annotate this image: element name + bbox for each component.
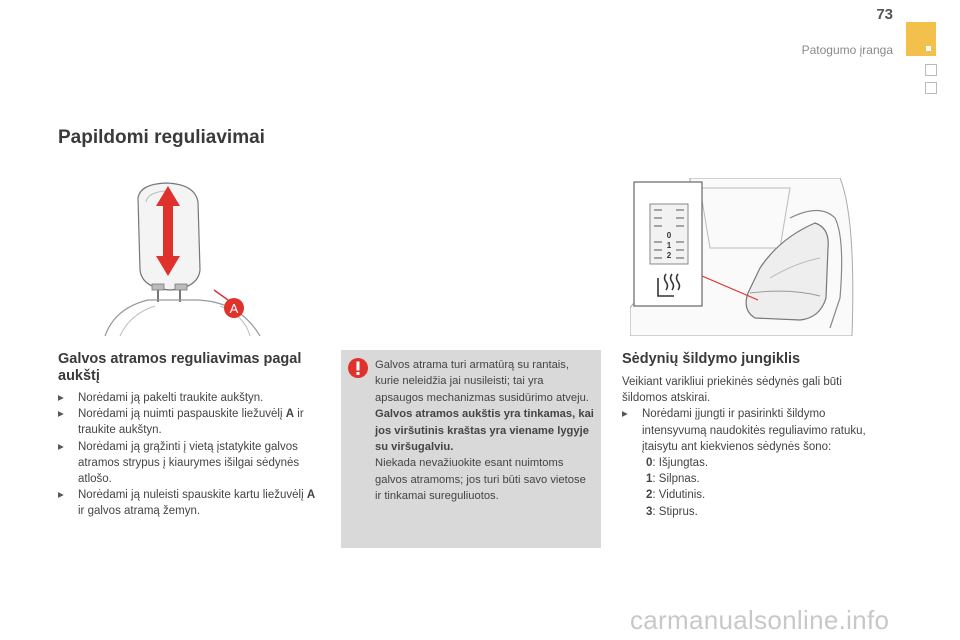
- headrest-heading: Galvos atramos reguliavimas pagal aukštį: [58, 351, 302, 384]
- headrest-illustration: [100, 178, 280, 336]
- tab-dot-icon: [926, 46, 931, 51]
- page-number: 73: [876, 6, 893, 23]
- warning-outro: Niekada nevažiuokite esant nuimtoms galvos atramoms; jos turi būti savo vietose ir tinkamai sureguliuotos.: [375, 457, 586, 503]
- seat-heating-intro: Veikiant varikliui priekinės sėdynės gali būti šildomos atskirai.: [622, 376, 842, 405]
- level-row: 3: Stiprus.: [646, 505, 698, 518]
- headrest-list: [58, 390, 323, 520]
- bullet-icon: ▸: [622, 408, 628, 421]
- warning-intro: Galvos atrama turi armatūrą su rantais, kurie neleidžia jai nusileisti; tai yra apsaugos mechanizmas susidūrimo atveju.: [375, 359, 589, 404]
- list-item: ▸ Norėdami ją pakelti traukite aukštyn.: [58, 390, 323, 406]
- seat-heating-text: [622, 374, 867, 520]
- page-title: Papildomi reguliavimai: [58, 127, 265, 148]
- bullet-icon: ▸: [58, 489, 64, 502]
- warning-bold: Galvos atramos aukštis yra tinkamas, kai jos viršutinis kraštas yra viename lygyje su viršugalviu.: [375, 408, 594, 454]
- svg-text:A: A: [229, 301, 239, 316]
- dial-label-2: 2: [666, 251, 672, 260]
- bullet-icon: ▸: [58, 392, 64, 404]
- seat-heating-illustration: [630, 178, 856, 336]
- tab-box-2[interactable]: [925, 82, 937, 94]
- dial-label-1: 1: [666, 241, 672, 250]
- list-item: ▸ Norėdami ją nuleisti spauskite kartu liežuvėlį A ir galvos atramą žemyn.: [58, 487, 323, 519]
- seat-heating-heading: Sėdynių šildymo jungiklis: [622, 351, 801, 367]
- list-item: ▸ Norėdami ją grąžinti į vietą įstatykite galvos atramos strypus į kiaurymes išilgai sėdynės atlošo.: [58, 439, 323, 488]
- list-item: ▸ Norėdami ją nuimti paspauskite liežuvėlį A ir traukite aukštyn.: [58, 406, 323, 438]
- level-row: 2: Vidutinis.: [646, 489, 706, 502]
- dial-label-0: 0: [666, 231, 672, 240]
- warning-text: [375, 357, 595, 505]
- heating-levels: [622, 455, 867, 520]
- list-item: ▸ Norėdami įjungti ir pasirinkti šildymo intensyvumą naudokitės reguliavimo ratuku, įtaisytu ant kiekvienos sėdynės šono:: [622, 406, 867, 455]
- warning-icon: [347, 357, 369, 379]
- level-row: 1: Silpnas.: [646, 473, 700, 486]
- chapter-tab[interactable]: [906, 22, 936, 56]
- bullet-icon: ▸: [58, 440, 64, 453]
- level-row: 0: Išjungtas.: [646, 457, 709, 470]
- bullet-icon: ▸: [58, 408, 64, 421]
- watermark: carmanualsonline.info: [630, 605, 890, 635]
- section-name: Patogumo įranga: [801, 43, 893, 57]
- tab-box-1[interactable]: [925, 64, 937, 76]
